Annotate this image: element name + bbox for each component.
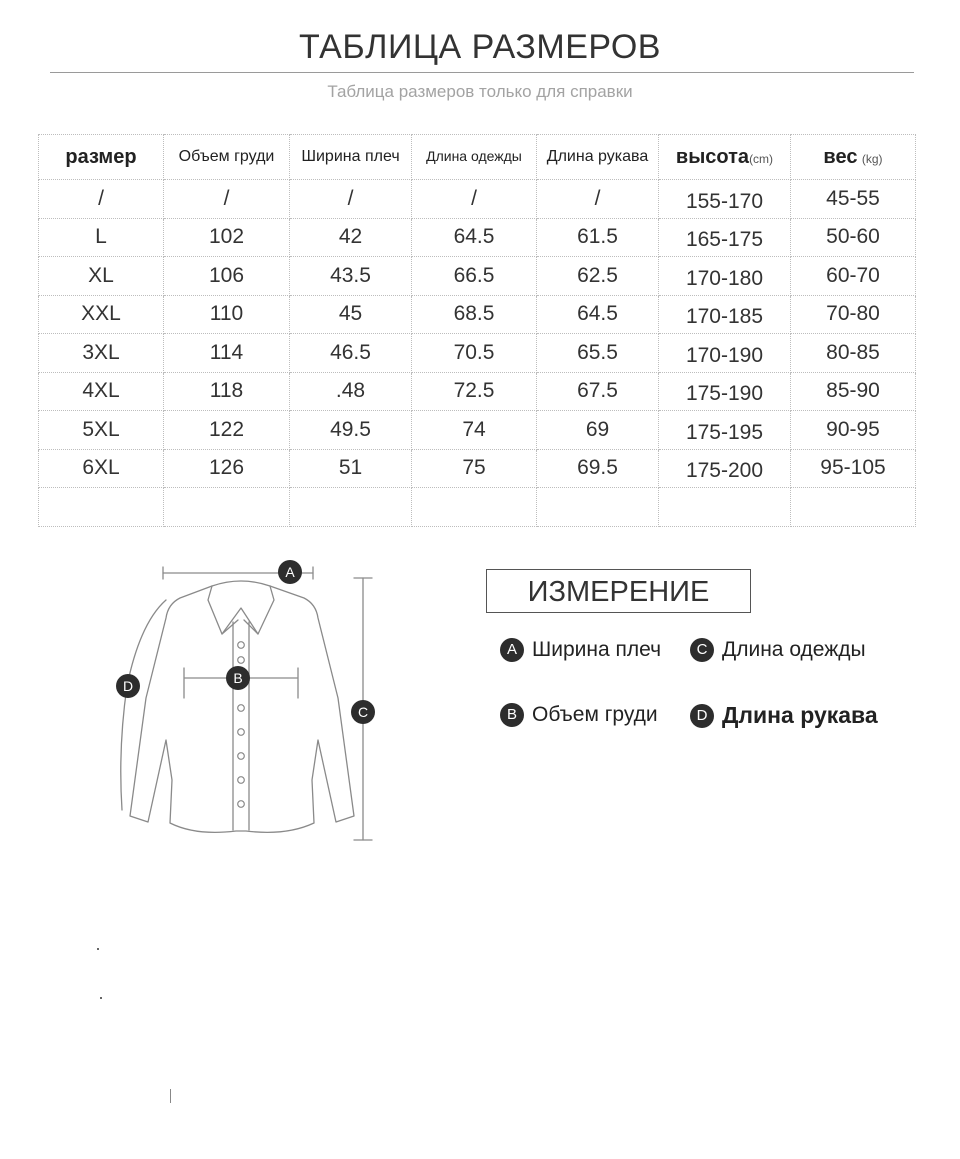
cell-weight: 85-90 [791, 372, 916, 411]
cell-chest: 114 [164, 334, 290, 373]
cell-sleeve: 65.5 [537, 334, 659, 373]
cell-size: 6XL [39, 449, 164, 488]
marker-a-icon: A [500, 638, 524, 662]
empty-row [39, 488, 916, 527]
marker-d [116, 674, 140, 698]
marker-c-icon: C [690, 638, 714, 662]
cell-weight: 70-80 [791, 295, 916, 334]
cell-height: 175-190 [659, 372, 791, 411]
marker-d-icon: D [690, 704, 714, 728]
cell-shoulder: 45 [290, 295, 412, 334]
legend-item-chest [500, 703, 658, 727]
legend-item-shoulder [500, 638, 661, 662]
legend-label: Объем груди [532, 703, 658, 726]
cell-size: 3XL [39, 334, 164, 373]
cell-weight: 60-70 [791, 257, 916, 296]
cell-sleeve: 69.5 [537, 449, 659, 488]
header-sleeve: Длина рукава [537, 135, 659, 180]
table-row [39, 180, 916, 219]
cell-length: 75 [412, 449, 537, 488]
empty-cell [659, 488, 791, 527]
table-row [39, 449, 916, 488]
svg-text:D: D [122, 678, 134, 694]
cell-length: 64.5 [412, 218, 537, 257]
cell-shoulder: 46.5 [290, 334, 412, 373]
cell-size: XXL [39, 295, 164, 334]
marker-b-icon: B [500, 703, 524, 727]
header-weight: вес (kg) [791, 135, 916, 180]
cell-height: 170-185 [659, 295, 791, 334]
cell-sleeve: 64.5 [537, 295, 659, 334]
cell-height: 170-190 [659, 334, 791, 373]
header-chest: Объем груди [164, 135, 290, 180]
cell-chest: 118 [164, 372, 290, 411]
stray-dot [100, 997, 102, 999]
cell-shoulder: / [290, 180, 412, 219]
cell-chest: 106 [164, 257, 290, 296]
cell-shoulder: 42 [290, 218, 412, 257]
table-row [39, 411, 916, 450]
table-row [39, 295, 916, 334]
cell-size: 5XL [39, 411, 164, 450]
cell-height: 170-180 [659, 257, 791, 296]
legend-item-sleeve [690, 702, 878, 729]
legend-label: Ширина плеч [532, 638, 662, 661]
table-row [39, 257, 916, 296]
cell-chest: / [164, 180, 290, 219]
cell-sleeve: 61.5 [537, 218, 659, 257]
cell-size: / [39, 180, 164, 219]
cell-height: 155-170 [659, 180, 791, 219]
empty-cell [791, 488, 916, 527]
table-row [39, 372, 916, 411]
cell-weight: 50-60 [791, 218, 916, 257]
cell-weight: 80-85 [791, 334, 916, 373]
header-weight-unit: (kg) [861, 151, 883, 166]
table-row [39, 218, 916, 257]
cell-chest: 126 [164, 449, 290, 488]
legend-label: Длина рукава [722, 702, 878, 728]
cell-sleeve: / [537, 180, 659, 219]
header-size: размер [39, 135, 164, 180]
cell-length: 66.5 [412, 257, 537, 296]
cell-shoulder: 43.5 [290, 257, 412, 296]
svg-text:B: B [233, 670, 243, 686]
cell-length: / [412, 180, 537, 219]
header-length: Длина одежды [412, 135, 537, 180]
cell-weight: 45-55 [791, 180, 916, 219]
cell-chest: 122 [164, 411, 290, 450]
empty-cell [412, 488, 537, 527]
cell-weight: 95-105 [791, 449, 916, 488]
cell-size: 4XL [39, 372, 164, 411]
header-shoulder: Ширина плеч [290, 135, 412, 180]
cell-sleeve: 62.5 [537, 257, 659, 296]
empty-cell [164, 488, 290, 527]
marker-a [278, 560, 302, 584]
cell-size: L [39, 218, 164, 257]
measurement-title: ИЗМЕРЕНИЕ [486, 569, 751, 613]
size-chart-table [38, 134, 916, 527]
legend-item-length [690, 638, 866, 662]
cell-height: 165-175 [659, 218, 791, 257]
cell-length: 68.5 [412, 295, 537, 334]
cell-shoulder: 49.5 [290, 411, 412, 450]
cell-chest: 102 [164, 218, 290, 257]
cell-chest: 110 [164, 295, 290, 334]
cell-shoulder: .48 [290, 372, 412, 411]
header-height: высота(cm) [659, 135, 791, 180]
empty-cell [537, 488, 659, 527]
stray-dot [97, 948, 99, 950]
title-divider [50, 72, 914, 73]
table-header-row [39, 135, 916, 180]
cell-height: 175-195 [659, 411, 791, 450]
table-row [39, 334, 916, 373]
cell-sleeve: 67.5 [537, 372, 659, 411]
cell-length: 70.5 [412, 334, 537, 373]
cell-sleeve: 69 [537, 411, 659, 450]
svg-text:C: C [357, 704, 369, 720]
empty-cell [39, 488, 164, 527]
cell-weight: 90-95 [791, 411, 916, 450]
cell-size: XL [39, 257, 164, 296]
stray-mark [170, 1089, 171, 1103]
header-height-unit: (cm) [749, 151, 774, 166]
svg-text:A: A [285, 564, 295, 580]
empty-cell [290, 488, 412, 527]
shirt-diagram [100, 548, 400, 848]
marker-b [226, 666, 250, 690]
cell-height: 175-200 [659, 449, 791, 488]
cell-length: 74 [412, 411, 537, 450]
page-title: ТАБЛИЦА РАЗМЕРОВ [299, 28, 661, 66]
cell-shoulder: 51 [290, 449, 412, 488]
marker-c [351, 700, 375, 724]
page-subtitle: Таблица размеров только для справки [327, 82, 633, 101]
legend-label: Длина одежды [722, 638, 866, 661]
cell-length: 72.5 [412, 372, 537, 411]
